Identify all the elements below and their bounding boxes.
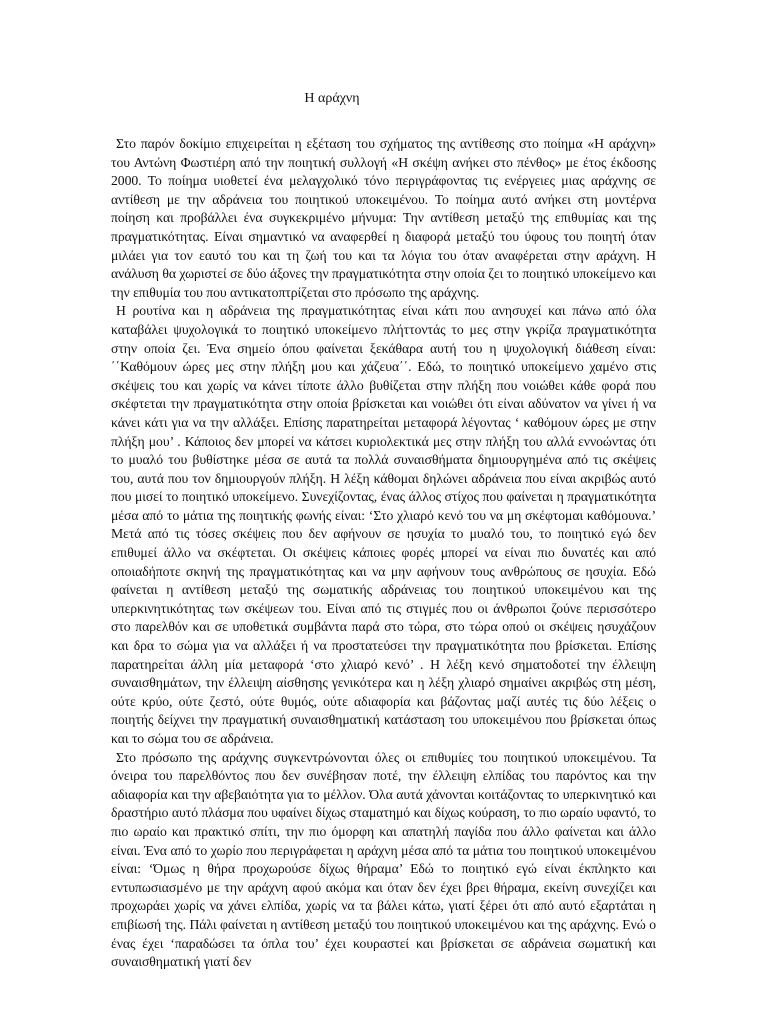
paragraph-introduction: Στο παρόν δοκίμιο επιχειρείται η εξέταση του σχήματος της αντίθεσης στο ποίημα «Η αράχνη» του Αντώνη Φωστιέρη από την ποιητική συλλογή «Η σκέψη ανήκει στο πένθος» με έτος έκδοσης 2000. Το ποίημα υιοθετεί ένα μελαγχολικό τόνο περιγράφοντας τις ενέργειες μιας αράχνης σε αντίθεση με την αδράνεια του ποιητικού υποκειμένου. Το ποίημα αυτό ανήκει στη μοντέρνα ποίηση και προβάλλει ένα συγκεκριμένο μήνυμα: Την αντίθεση μεταξύ της επιθυμίας και της πραγματικότητας. Είναι σημαντικό να αναφερθεί η διαφορά μεταξύ του ύφους του ποιητή όταν μιλάει για τον εαυτό του και τη ζωή του και τα λόγια του όταν αναφέρεται στην αράχνη. Η ανάλυση θα χωριστεί σε δύο άξονες την πραγματικότητα στην οποία ζει το ποιητικό υποκείμενο και την επιθυμία του που αντικατοπτρίζεται στο πρόσωπο της αράχνης. bbox=[111, 136, 656, 300]
paragraph-spider: Στο πρόσωπο της αράχνης συγκεντρώνονται όλες οι επιθυμίες του ποιητικού υποκειμένου. Τα όνειρα του παρελθόντος που δεν συνέβησαν ποτέ, την έλλειψη ελπίδας του παρόντος και την αδιαφορία και την αβεβαιότητα για το μέλλον. Όλα αυτά χάνονται κοιτάζοντας το υπερκινητικό και δραστήριο αυτό πλάσμα που υφαίνει δίχως σταματημό και δίχως κούραση, το πιο ωραίο υφαντό, το πιο ωραίο και πρακτικό σπίτι, την πιο όμορφη και απατηλή παγίδα που άλλο φαίνεται και άλλο είναι. Ένα από το χωρίο που περιγράφεται η αράχνη μέσα από τα μάτια του ποιητικού υποκειμένου είναι: ‘Όμως η θήρα προχωρούσε δίχως θήραμα’ Εδώ το ποιητικό εγώ είναι έκπληκτο και εντυπωσιασμένο με την αράχνη αφού ακόμα και όταν δεν έχει βρει θήραμα, εκείνη συνεχίζει και προχωράει χωρίς να χάνει ελπίδα, χωρίς να τα βάλει κάτω, γιατί ξέρει ότι από αυτό εξαρτάται η επιβίωσή της. Πάλι φαίνεται η αντίθεση μεταξύ του ποιητικού υποκειμένου και της αράχνης. Ενώ ο ένας έχει ‘παραδώσει τα όπλα του’ έχει κουραστεί και βρίσκεται σε αδράνεια σωματική και συναισθηματική γιατί δεν bbox=[111, 749, 656, 970]
paragraph-reality: Η ρουτίνα και η αδράνεια της πραγματικότητας είναι κάτι που ανησυχεί και πάνω από όλα καταβάλει ψυχολογικά το ποιητικό υποκείμενο πλήττοντάς το μες στην γκρίζα πραγματικότητα στην οποία ζει. Ένα σημείο όπου φαίνεται ξεκάθαρα αυτή του η ψυχολογική διάθεση είναι: ΄΄Καθόμουν ώρες μες στην πλήξη μου και χάζευα΄΄. Εδώ, το ποιητικό υποκείμενο χαμένο στις σκέψεις του και χωρίς να κάνει τίποτε άλλο βυθίζεται στην πλήξη που νοιώθει κάθε φορά που σκέφτεται την πραγματικότητα στην οποία βρίσκεται και νοιώθει ότι είναι αδύνατον να γίνει ή να κάνει κάτι για να την αλλάξει. Επίσης παρατηρείται μεταφορά λέγοντας ‘ καθόμουν ώρες με στην πλήξη μου’ . Κάποιος δεν μπορεί να κάτσει κυριολεκτικά μες στην πλήξη του αλλά εννοώντας ότι το μυαλό του βυθίστηκε μέσα σε αυτά τα πολλά συναισθήματα δημιουργημένα από τις σκέψεις του, αυτά που τον δημιουργούν πλήξη. Η λέξη κάθομαι δηλώνει αδράνεια που είναι ακριβώς αυτό που μισεί το ποιητικό υποκείμενο. Συνεχίζοντας, ένας άλλος στίχος που φαίνεται η πραγματικότητα μέσα από το μάτια της ποιητικής φωνής είναι: ‘Στο χλιαρό κενό του να μη σκέφτομαι καθόμουνα.’ Μετά από τις τόσες σκέψεις που δεν αφήνουν σε ησυχία το μυαλό του, το ποιητικό εγώ δεν επιθυμεί άλλο να σκέφτεται. Οι σκέψεις κάποιες φορές μπορεί να είναι πιο δυνατές και από οποιαδήποτε σκηνή της πραγματικότητας και να μην αφήνουν τους ανθρώπους σε ησυχία. Εδώ φαίνεται η αντίθεση μεταξύ της σωματικής αδράνειας του ποιητικού υποκειμένου και της υπερκινητικότητας των σκέψεων του. Είναι από τις στιγμές που οι άνθρωποι ζούνε περισσότερο στο παρελθόν και σε υποθετικά συμβάντα παρά στο τώρα, στο τώρα οπού οι σκέψεις ησυχάζουν και δρα το σώμα για να αλλάξει ή να προστατεύσει την πραγματικότητα που βρίσκεται. Επίσης παρατηρείται άλλη μία μεταφορά ‘στο χλιαρό κενό’ . Η λέξη κενό σηματοδοτεί την έλλειψη συναισθημάτων, την έλλειψη αίσθησης γενικότερα και η λέξη χλιαρό σημαίνει ακριβώς στη μέση, ούτε κρύο, ούτε ζεστό, ούτε θυμός, ούτε αδιαφορία και βάζοντας μαζί αυτές τις δύο λέξεις ο ποιητής δείχνει την πραγματική συναισθηματική κατάσταση του υποκειμένου που βρίσκεται όπως και το σώμα του σε αδράνεια. bbox=[111, 303, 656, 746]
document-title: Η αράχνη bbox=[304, 91, 360, 106]
document-body bbox=[111, 135, 656, 972]
